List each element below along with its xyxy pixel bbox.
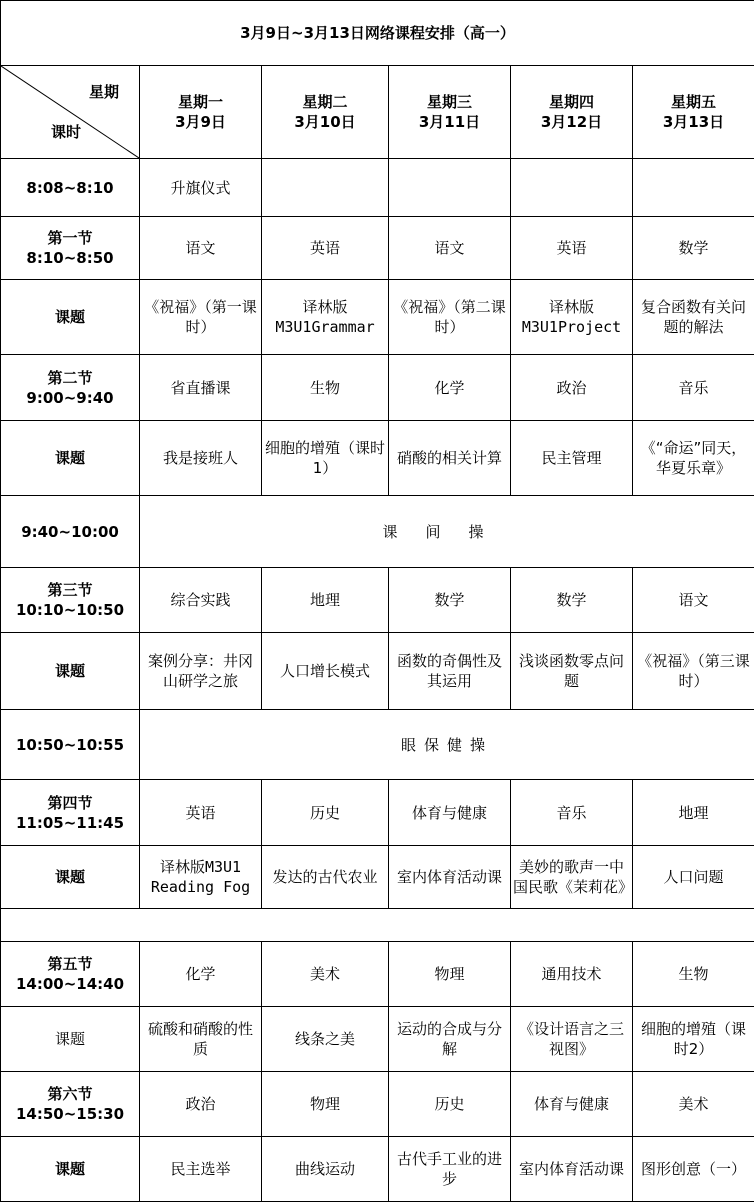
subject-cell: 生物 [262,355,389,421]
topic-label: 课题 [1,421,140,496]
period-name: 第六节 [3,1084,137,1104]
topic-cell: 《祝福》（第三课时） [633,633,754,710]
topic-label: 课题 [1,846,140,909]
subject-cell: 物理 [389,942,511,1007]
period-5-label [1,942,140,1007]
page-title: 3月9日~3月13日网络课程安排（高一） [1,1,754,66]
subject-cell: 地理 [262,568,389,633]
day-date: 3月9日 [142,112,259,132]
subject-cell: 历史 [389,1072,511,1137]
topic-label: 课题 [1,280,140,355]
period-name: 第一节 [3,228,137,248]
title-row [1,1,754,66]
period-time: 11:05~11:45 [3,813,137,833]
break-2-text [140,710,754,780]
period-name: 第二节 [3,368,137,388]
topic-cell: 译林版M3U1 Reading Fog [140,846,262,909]
subject-cell: 音乐 [511,780,633,846]
period-1-topic-row [1,280,754,355]
topic-cell: 复合函数有关问题的解法 [633,280,754,355]
period-name: 第三节 [3,580,137,600]
topic-cell: 《设计语言之三视图》 [511,1007,633,1072]
subject-cell: 数学 [389,568,511,633]
topic-cell: 硫酸和硝酸的性质 [140,1007,262,1072]
corner-weekday-label: 星期 [89,82,119,102]
period-1-label [1,217,140,280]
subject-cell: 语文 [633,568,754,633]
period-6-row [1,1072,754,1137]
day-date: 3月13日 [635,112,752,132]
subject-cell: 化学 [140,942,262,1007]
topic-cell: 人口增长模式 [262,633,389,710]
topic-cell: 发达的古代农业 [262,846,389,909]
period-time: 8:10~8:50 [3,248,137,268]
topic-cell: 细胞的增殖（课时2） [633,1007,754,1072]
topic-cell: 《“命运”同天，华夏乐章》 [633,421,754,496]
break-2-row [1,710,754,780]
subject-cell: 政治 [511,355,633,421]
topic-cell: 译林版M3U1Grammar [262,280,389,355]
subject-cell: 综合实践 [140,568,262,633]
topic-label: 课题 [1,633,140,710]
subject-cell: 体育与健康 [511,1072,633,1137]
break-1-time: 9:40~10:00 [1,496,140,568]
topic-cell: 案例分享：井冈山研学之旅 [140,633,262,710]
period-name: 第五节 [3,954,137,974]
topic-cell: 民主管理 [511,421,633,496]
subject-cell: 音乐 [633,355,754,421]
empty-cell [262,159,389,217]
day-date: 3月12日 [513,112,630,132]
break-1-row [1,496,754,568]
subject-cell: 生物 [633,942,754,1007]
subject-cell: 地理 [633,780,754,846]
period-2-row [1,355,754,421]
topic-cell: 美妙的歌声一中国民歌《茉莉花》 [511,846,633,909]
flag-row [1,159,754,217]
subject-cell: 体育与健康 [389,780,511,846]
topic-cell: 民主选举 [140,1137,262,1202]
empty-cell [511,159,633,217]
subject-cell: 美术 [262,942,389,1007]
day-name: 星期三 [391,92,508,112]
subject-cell: 数学 [511,568,633,633]
period-4-topic-row [1,846,754,909]
subject-cell: 语文 [389,217,511,280]
subject-cell: 省直播课 [140,355,262,421]
period-time: 14:00~14:40 [3,974,137,994]
subject-cell: 历史 [262,780,389,846]
day-name: 星期一 [142,92,259,112]
subject-cell: 化学 [389,355,511,421]
period-5-row [1,942,754,1007]
subject-cell: 通用技术 [511,942,633,1007]
period-time: 10:10~10:50 [3,600,137,620]
topic-cell: 函数的奇偶性及其运用 [389,633,511,710]
topic-label: 课题 [1,1137,140,1202]
flag-time: 8:08~8:10 [1,159,140,217]
topic-cell: 古代手工业的进步 [389,1137,511,1202]
period-2-topic-row [1,421,754,496]
subject-cell: 政治 [140,1072,262,1137]
day-name: 星期二 [264,92,386,112]
topic-cell: 室内体育活动课 [511,1137,633,1202]
topic-cell: 线条之美 [262,1007,389,1072]
subject-cell: 美术 [633,1072,754,1137]
empty-cell [389,159,511,217]
topic-cell: 浅谈函数零点问题 [511,633,633,710]
topic-label: 课题 [1,1007,140,1072]
period-2-label [1,355,140,421]
topic-cell: 细胞的增殖（课时1） [262,421,389,496]
topic-cell: 运动的合成与分解 [389,1007,511,1072]
period-3-label [1,568,140,633]
topic-cell: 曲线运动 [262,1137,389,1202]
period-4-row [1,780,754,846]
day-header-mon [140,66,262,159]
day-date: 3月10日 [264,112,386,132]
flag-ceremony-cell: 升旗仪式 [140,159,262,217]
period-6-label [1,1072,140,1137]
day-header-fri [633,66,754,159]
topic-cell: 硝酸的相关计算 [389,421,511,496]
day-header-wed [389,66,511,159]
topic-cell: 《祝福》（第一课时） [140,280,262,355]
subject-cell: 数学 [633,217,754,280]
corner-period-label: 课时 [51,122,81,142]
day-name: 星期五 [635,92,752,112]
day-header-thu [511,66,633,159]
topic-cell: 人口问题 [633,846,754,909]
day-date: 3月11日 [391,112,508,132]
subject-cell: 语文 [140,217,262,280]
blank-separator-row [1,909,754,942]
period-6-topic-row [1,1137,754,1202]
subject-cell: 物理 [262,1072,389,1137]
period-3-row [1,568,754,633]
exercise-label: 课间操 [383,523,512,541]
corner-cell [1,66,140,159]
period-5-topic-row [1,1007,754,1072]
eye-exercise-label: 眼保健操 [401,736,493,754]
period-3-topic-row [1,633,754,710]
diagonal-line [1,66,139,158]
subject-cell: 英语 [262,217,389,280]
break-1-text [140,496,754,568]
day-header-tue [262,66,389,159]
topic-cell: 《祝福》（第二课时） [389,280,511,355]
topic-cell: 我是接班人 [140,421,262,496]
break-2-time: 10:50~10:55 [1,710,140,780]
subject-cell: 英语 [511,217,633,280]
topic-cell: 图形创意（一） [633,1137,754,1202]
period-time: 9:00~9:40 [3,388,137,408]
period-1-row [1,217,754,280]
subject-cell: 英语 [140,780,262,846]
period-time: 14:50~15:30 [3,1104,137,1124]
period-4-label [1,780,140,846]
period-name: 第四节 [3,793,137,813]
blank-separator [1,909,754,942]
topic-cell: 译林版M3U1Project [511,280,633,355]
topic-cell: 室内体育活动课 [389,846,511,909]
day-name: 星期四 [513,92,630,112]
header-row [1,66,754,159]
empty-cell [633,159,754,217]
